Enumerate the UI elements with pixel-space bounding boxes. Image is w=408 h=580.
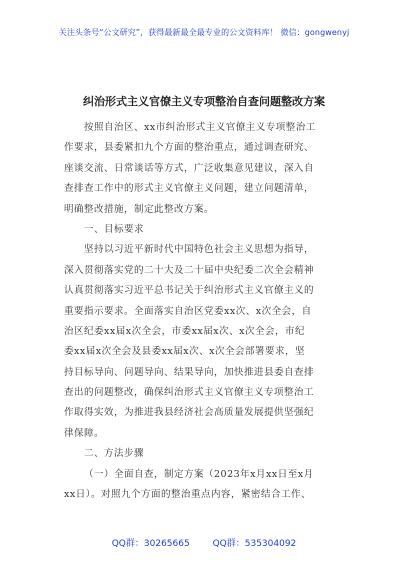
document-title: 纠治形式主义官僚主义专项整治自查问题整改方案 bbox=[83, 95, 325, 108]
section-heading: 二、方法步骤 bbox=[84, 448, 145, 460]
paragraph-line: 持目标导向、问题导向、结果导向，加快推进县委自查排 bbox=[64, 366, 315, 378]
section-heading: 一、目标要求 bbox=[84, 223, 145, 235]
paragraph-line: 深入贯彻落实党的二十大及二十届中央纪委二次全会精神 bbox=[64, 264, 315, 276]
footer-contact bbox=[0, 536, 408, 549]
paragraph-line: 明确整改措施，制定此整改方案。 bbox=[64, 203, 215, 215]
paragraph-line: 委xx届x次全会及县委xx届x次、x次全会部署要求，坚 bbox=[64, 346, 306, 358]
paragraph-line: （一）全面自查，制定方案（2023年x月xx日至x月 bbox=[84, 468, 314, 480]
paragraph-line: xx日）。对照九个方面的整治重点内容，紧密结合工作、 bbox=[64, 489, 311, 501]
paragraph-line: 座谈交流、日常谈话等方式，广泛收集意见建议，深入自 bbox=[64, 162, 315, 174]
paragraph-line: 作要求，县委紧扣九个方面的整治重点，通过调查研究、 bbox=[64, 142, 315, 154]
promo-banner: 关注头条号“公文研究”，获得最新最全最专业的公文资料库！ 微信：gongwenyj bbox=[58, 28, 350, 37]
paragraph-line: 查出的问题整改，确保纠治形式主义官僚主义专项整治工 bbox=[64, 387, 315, 399]
paragraph-line: 重要指示要求。全面落实自治区党委xx次、x次全会，自 bbox=[64, 305, 312, 317]
qq-group-1: QQ群：30265665 bbox=[111, 539, 190, 549]
paragraph-line: 治区纪委xx届x次全会，市委xx届x次、x次全会，市纪 bbox=[64, 325, 306, 337]
paragraph-line: 坚持以习近平新时代中国特色社会主义思想为指导， bbox=[84, 244, 315, 256]
document-body bbox=[64, 118, 354, 505]
paragraph-line: 按照自治区、xx市纠治形式主义官僚主义专项整治工 bbox=[84, 122, 316, 133]
qq-group-2: QQ群：535304092 bbox=[212, 539, 297, 549]
paragraph-line: 律保障。 bbox=[64, 427, 105, 439]
paragraph-line: 认真贯彻落实习近平总书记关于纠治形式主义官僚主义的 bbox=[64, 285, 315, 297]
paragraph-line: 作取得实效，为推进我县经济社会高质量发展提供坚强纪 bbox=[64, 407, 315, 419]
paragraph-line: 查排查工作中的形式主义官僚主义问题，建立问题清单， bbox=[64, 183, 315, 195]
